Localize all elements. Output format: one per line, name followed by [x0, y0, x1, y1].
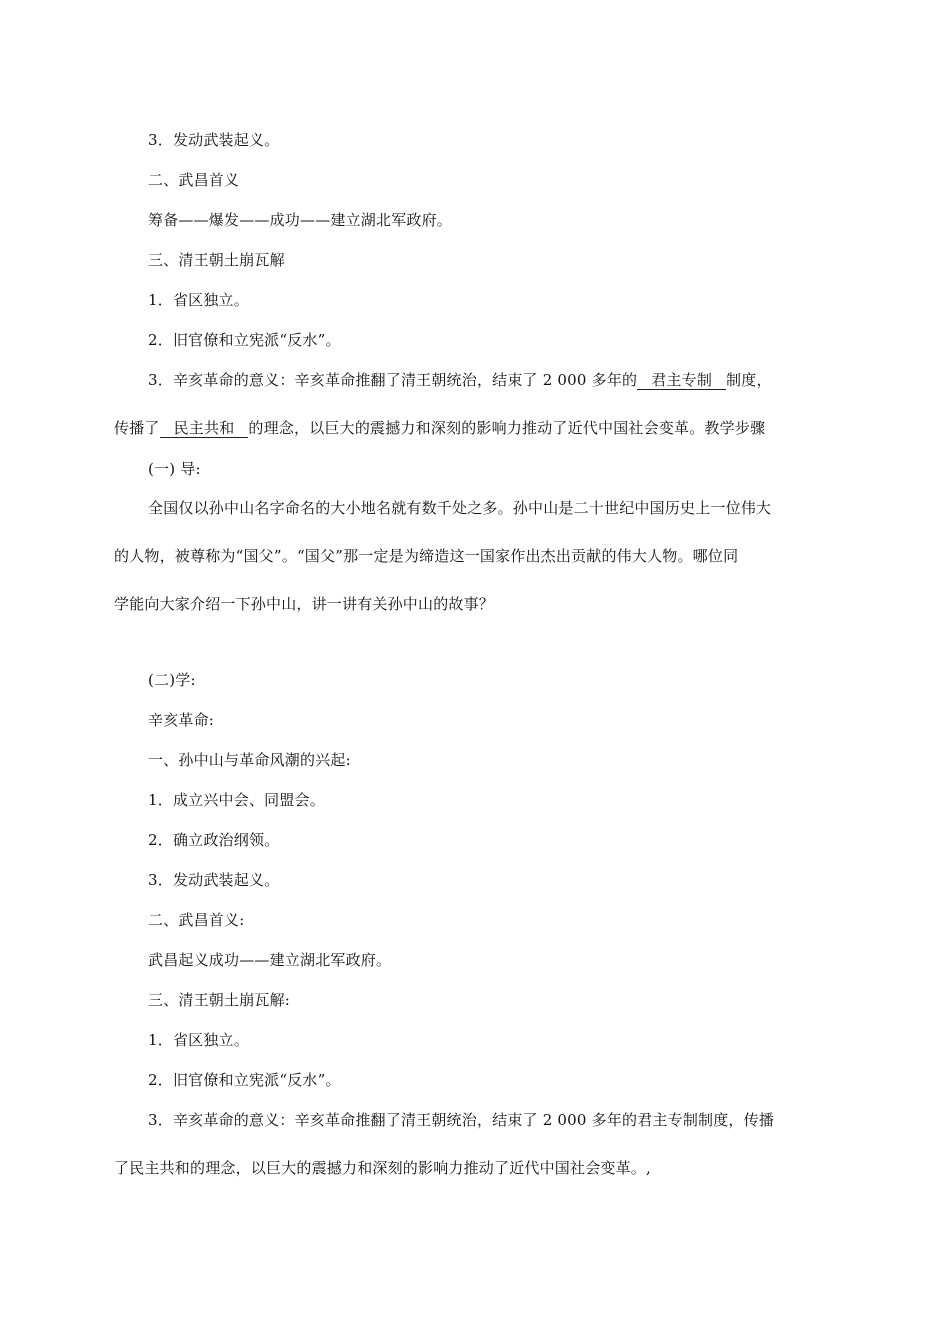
section-heading: 三、清王朝土崩瓦解: — [148, 991, 291, 1009]
text-line: 3．发动武装起义。 — [148, 131, 280, 149]
text-line: 1．省区独立。 — [148, 291, 249, 309]
text-line: 武昌起义成功——建立湖北军政府。 — [148, 951, 392, 969]
paragraph-line: 了民主共和的理念，以巨大的震撼力和深刻的影响力推动了近代中国社会变革。, — [114, 1159, 651, 1177]
paragraph-line: 学能向大家介绍一下孙中山，讲一讲有关孙中山的故事？ — [114, 595, 495, 613]
text-line: 2．旧官僚和立宪派“反水”。 — [148, 1071, 341, 1089]
section-heading: 三、清王朝土崩瓦解 — [148, 251, 285, 269]
text-line: 1．省区独立。 — [148, 1031, 249, 1049]
section-heading: 二、武昌首义 — [148, 171, 240, 189]
significance-text: 3．辛亥革命的意义：辛亥革命推翻了清王朝统治，结束了 2 000 多年的 — [148, 371, 638, 389]
significance-line-2 — [114, 418, 765, 438]
text-line: 2．确立政治纲领。 — [148, 831, 280, 849]
blank-answer: 民主共和 — [160, 419, 249, 438]
significance-line-1 — [148, 370, 772, 390]
text-line: 1．成立兴中会、同盟会。 — [148, 791, 325, 809]
text-line: 筹备——爆发——成功——建立湖北军政府。 — [148, 211, 453, 229]
text-line: 3．发动武装起义。 — [148, 871, 280, 889]
section-heading: (一) 导: — [148, 460, 201, 478]
blank-answer: 君主专制 — [637, 371, 726, 390]
significance-text: 的理念，以巨大的震撼力和深刻的影响力推动了近代中国社会变革。教学步骤 — [248, 419, 766, 437]
text-line: 辛亥革命: — [148, 711, 215, 729]
paragraph-line: 的人物，被尊称为“国父”。“国父”那一定是为缔造这一国家作出杰出贡献的伟大人物。哪位同 — [114, 547, 739, 565]
paragraph-line: 全国仅以孙中山名字命名的大小地名就有数千处之多。孙中山是二十世纪中国历史上一位伟大 — [148, 499, 772, 517]
text-line: 2．旧官僚和立宪派“反水”。 — [148, 331, 341, 349]
section-heading: (二)学: — [148, 671, 196, 689]
section-heading: 二、武昌首义: — [148, 911, 245, 929]
significance-text: 传播了 — [114, 419, 160, 437]
paragraph-line: 3．辛亥革命的意义：辛亥革命推翻了清王朝统治，结束了 2 000 多年的君主专制制度，传播 — [148, 1111, 775, 1129]
section-heading: 一、孙中山与革命风潮的兴起: — [148, 751, 351, 769]
significance-text: 制度， — [726, 371, 772, 389]
